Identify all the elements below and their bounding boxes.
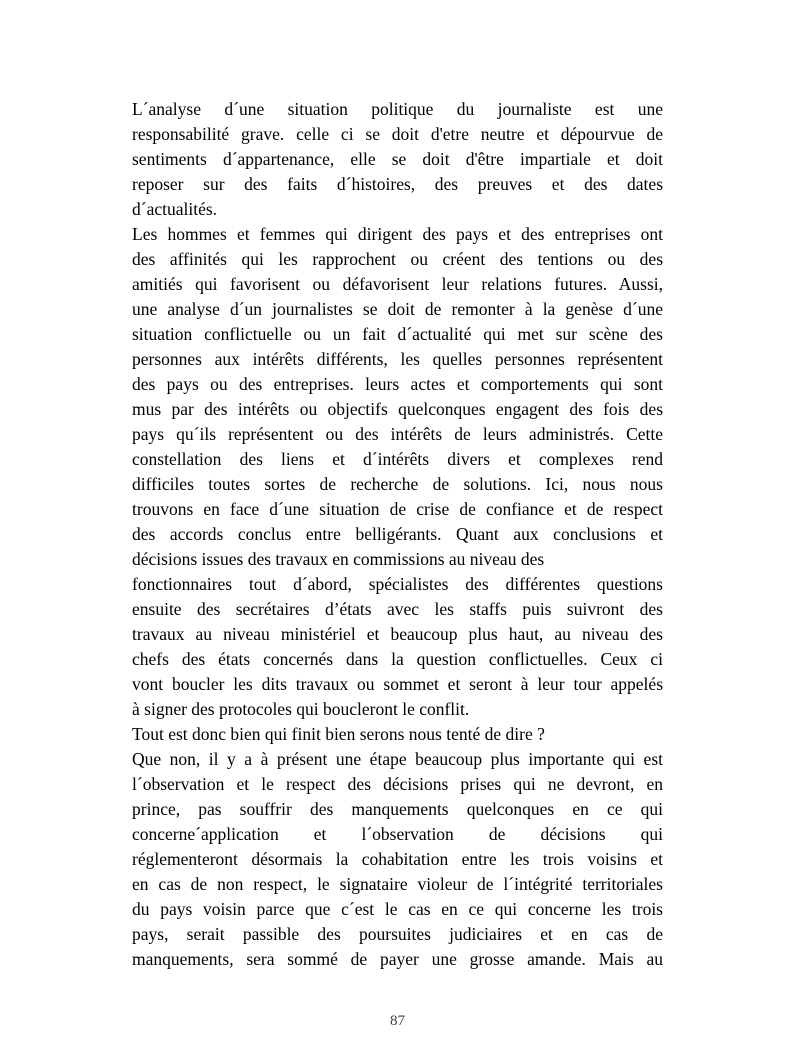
text-line: difficiles toutes sortes de recherche de solutions. Ici, nous nous [132,474,663,494]
text-line: Tout est donc bien qui finit bien serons nous tenté de dire ? [132,724,545,744]
text-line: situation conflictuelle ou un fait d´actualité qui met sur scène des [132,324,663,344]
text-line: des accords conclus entre belligérants. Quant aux conclusions et [132,524,663,544]
text-line: en cas de non respect, le signataire violeur de l´intégrité territoriales [132,874,663,894]
text-line: fonctionnaires tout d´abord, spécialistes des différentes questions [132,574,663,594]
text-line: sentiments d´appartenance, elle se doit d'être impartiale et doit [132,149,663,169]
text-line: chefs des états concernés dans la question conflictuelles. Ceux ci [132,649,663,669]
text-line: Que non, il y a à présent une étape beaucoup plus importante qui est [132,749,663,769]
text-line: une analyse d´un journalistes se doit de remonter à la genèse d´une [132,299,663,319]
text-line: pays qu´ils représentent ou des intérêts de leurs administrés. Cette [132,424,663,444]
text-line: reposer sur des faits d´histoires, des preuves et des dates [132,174,663,194]
text-line: personnes aux intérêts différents, les quelles personnes représentent [132,349,663,369]
text-line: à signer des protocoles qui boucleront le conflit. [132,699,470,719]
page-footer [0,1011,795,1031]
text-line: vont boucler les dits travaux ou sommet et seront à leur tour appelés [132,674,663,694]
text-line: amitiés qui favorisent ou défavorisent leur relations futures. Aussi, [132,274,663,294]
text-line: constellation des liens et d´intérêts divers et complexes rend [132,449,663,469]
text-line: ensuite des secrétaires d’états avec les staffs puis suivront des [132,599,663,619]
text-line: responsabilité grave. celle ci se doit d'etre neutre et dépourvue de [132,124,663,144]
page-number: 87 [390,1013,405,1029]
text-line: décisions issues des travaux en commissions au niveau des [132,549,545,569]
text-line: concerne´application et l´observation de décisions qui [132,824,663,844]
text-line: des affinités qui les rapprochent ou créent des tentions ou des [132,249,663,269]
text-line: trouvons en face d´une situation de crise de confiance et de respect [132,499,663,519]
text-line: réglementeront désormais la cohabitation entre les trois voisins et [132,849,663,869]
text-line: du pays voisin parce que c´est le cas en ce qui concerne les trois [132,899,663,919]
text-line: des pays ou des entreprises. leurs actes et comportements qui sont [132,374,663,394]
text-line: L´analyse d´une situation politique du journaliste est une [132,99,663,119]
text-line: prince, pas souffrir des manquements quelconques en ce qui [132,799,663,819]
text-line: travaux au niveau ministériel et beaucoup plus haut, au niveau des [132,624,663,644]
text-line: pays, serait passible des poursuites judiciaires et en cas de [132,924,663,944]
text-line: mus par des intérêts ou objectifs quelconques engagent des fois des [132,399,663,419]
body-text [132,97,663,972]
text-line: d´actualités. [132,199,218,219]
text-line: manquements, sera sommé de payer une grosse amande. Mais au [132,949,663,969]
text-line: Les hommes et femmes qui dirigent des pays et des entreprises ont [132,224,663,244]
text-line: l´observation et le respect des décisions prises qui ne devront, en [132,774,663,794]
